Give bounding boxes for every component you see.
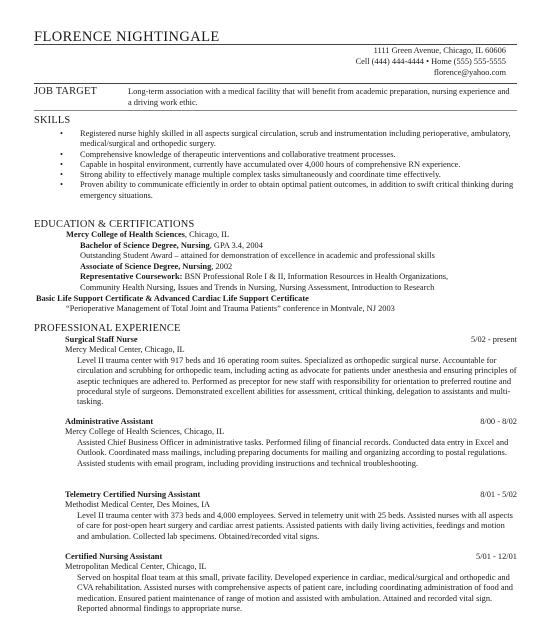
school-location: , Chicago, IL (184, 230, 230, 239)
job-target-rule (34, 110, 517, 111)
school-name: Mercy College of Health Sciences (66, 230, 185, 239)
job-target-text: Long-term association with a medical facility that will benefit from academic preparation, nursing experience and a driving work ethic. (128, 87, 510, 107)
job-title: Certified Nursing Assistant (65, 552, 163, 561)
skill-item: • Registered nurse highly skilled in all aspects surgical circulation, scrub and instrumentation including perioperative, ambulatory, medical/surgical and orthopedic surgery. (52, 129, 520, 150)
job-employer: Mercy Medical Center, Chicago, IL (65, 345, 185, 355)
skills-heading: SKILLS (34, 115, 71, 126)
associate-year: , 2002 (211, 261, 233, 271)
contact-address: 1111 Green Avenue, Chicago, IL 60606 (373, 46, 506, 55)
skill-item: • Capable in hospital environment, currently have accumulated over 4,000 hours of comprehensive RN experience. (52, 160, 520, 170)
job-entry (65, 552, 517, 614)
job-dates: 8/01 - 5/02 (480, 490, 517, 499)
coursework-text-2: Community Health Nursing, Issues and Trends in Nursing, Nursing Assessment, Introduction to Research (80, 282, 435, 292)
skill-item: • Strong ability to effectively manage multiple complex tasks simultaneously and coordinate time effectively. (52, 170, 520, 180)
job-dates: 5/02 - present (470, 335, 517, 344)
skill-item: • Comprehensive knowledge of therapeutic interventions and collaborative treatment processes. (52, 150, 520, 160)
job-target-heading: JOB TARGET (34, 86, 98, 97)
job-entry (65, 490, 517, 542)
job-description: Level II trauma center with 917 beds and 16 operating room suites. Specialized as orthopedic surgical nurse. Accountable for circulation and scrubbing for orthopedic team, including acting as advocate for patients under anesthesia and ensuring principles of aseptic techniques are adhered to. Performed as preceptor for new staff with responsibility for orientation to preferred routine and procedural style of surgeons. Demonstrated excellent abilities for assessment, critical thinking, delegation to assistants and multi-tasking. (77, 355, 517, 407)
experience-heading: PROFESSIONAL EXPERIENCE (34, 323, 181, 334)
education-block (36, 230, 521, 315)
conference: “Perioperative Management of Total Joint and Trauma Patients” conference in Montvale, NJ 2003 (66, 304, 395, 314)
education-heading: EDUCATION & CERTIFICATIONS (34, 219, 195, 230)
contact-email: florence@yahoo.com (433, 68, 506, 78)
section-rule (34, 83, 517, 84)
job-description: Level II trauma center with 373 beds and 4,000 employees. Served in telemetry unit with 25 beds. Assisted nurses with all aspects of care for post-open heart surgery and cardiac arrest patients. Assisted patients with daily living activities, feedings and motion and ambulation. Collected lab specimens. Obtained/recorded vital signs. (77, 510, 513, 541)
job-dates: 5/01 - 12/01 (476, 552, 517, 561)
job-title: Surgical Staff Nurse (65, 335, 138, 344)
certifications: Basic Life Support Certificate & Advanced Cardiac Life Support Certificate (36, 293, 309, 303)
job-employer: Methodist Medical Center, Des Moines, IA (65, 500, 211, 510)
coursework-label: Representative Coursework: (80, 272, 183, 282)
coursework-text: BSN Professional Role I & II, Information Resources in Health Organizations, (182, 272, 449, 282)
job-employer: Metropolitan Medical Center, Chicago, IL (65, 562, 207, 572)
skills-list (52, 129, 520, 201)
associate-degree: Associate of Science Degree, Nursing (80, 261, 212, 271)
contact-block (356, 45, 506, 79)
job-entry (65, 335, 517, 408)
job-dates: 8/00 - 8/02 (480, 417, 517, 426)
job-title: Telemetry Certified Nursing Assistant (65, 490, 201, 499)
job-description: Served on hospital float team at this small, private facility. Developed experience in cardiac, medical/surgical and orthopedic and CVA rehabilitation. Assisted nurses with comprehensive aspects of patient care, including coordinating administration of food and medication. Ensured patient maintenance of range of motion and assisted with ambulation. Attained and recorded vital sign. Reported abnormal findings to appropriate nurse. (77, 572, 513, 614)
skill-item: • Proven ability to communicate efficiently in order to obtain optimal patient outcomes, in addition to swift critical thinking during emergency situations. (52, 180, 520, 201)
contact-phones: Cell (444) 444-4444 • Home (555) 555-5555 (355, 57, 506, 67)
job-employer: Mercy College of Health Sciences, Chicago, IL (65, 427, 225, 437)
candidate-name: FLORENCE NIGHTINGALE (34, 29, 220, 45)
student-award: Outstanding Student Award – attained for demonstration of excellence in academic and professional skills (80, 251, 435, 261)
job-title: Administrative Assistant (65, 417, 154, 426)
bachelor-degree: Bachelor of Science Degree, Nursing (80, 240, 210, 250)
job-entry (65, 417, 517, 469)
bachelor-gpa: , GPA 3.4, 2004 (209, 240, 263, 250)
job-description: Assisted Chief Business Officer in administrative tasks. Performed filing of financial records. Conducted data entry in Excel and Outlook. Coordinated mass mailings, including preparing documents for mailing and organizing according to postal regulations. Assisted students with email program, including providing instructions and technical troubleshooting. (77, 437, 509, 468)
